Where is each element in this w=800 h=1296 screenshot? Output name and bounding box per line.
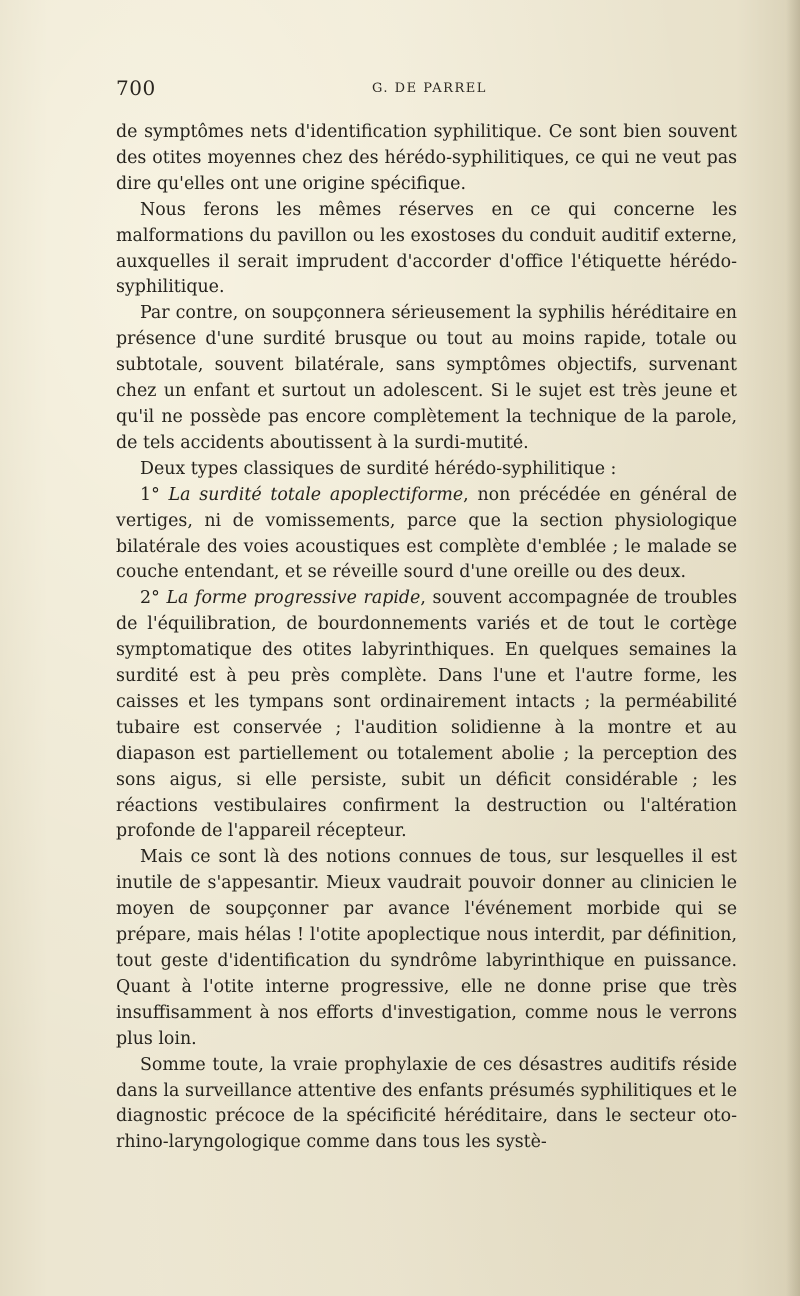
paragraph-2: Nous ferons les mêmes réserves en ce qui concerne les malformations du pavillon ou les exostoses du conduit auditif externe, auxquelles il serait imprudent d'accorder d'office l'étiquette hérédo-syphilitique. [116, 199, 737, 298]
page-edge-shadow [786, 0, 800, 1296]
paragraph-7: Mais ce sont là des notions connues de tous, sur lesquelles il est inutile de s'appesantir. Mieux vaudrait pouvoir donner au clinicien le moyen de soupçonner par avance l'événement morbide qui se prépare, mais hélas ! l'otite apoplectique nous interdit, par définition, tout geste d'identification du syndrôme labyrinthique en puissance. Quant à l'otite interne progressive, elle ne donne prise que très insuffisamment à nos efforts d'investigation, comme nous le verrons plus loin. [116, 847, 737, 1049]
paragraph-6-text: , souvent accompagnée de troubles de l'équilibration, de bourdonnements variés et de tout le cortège symptomatique des otites labyrinthiques. En quelques semaines la surdité est à peu près complète. Dans l'une et l'autre forme, les caisses et les tympans sont ordinairement intacts ; la perméabilité tubaire est conservée ; l'audition solidienne à la montre et au diapason est partiellement ou totalement abolie ; la perception des sons aigus, si elle persiste, subit un déficit considérable ; les réactions vestibulaires confirment la destruction ou l'altération profonde de l'appareil récepteur. [116, 588, 738, 842]
list-marker-1: 1° [140, 484, 169, 505]
italic-term-1: La surdité totale apoplectiforme [168, 484, 464, 505]
paragraph-1: de symptômes nets d'identification syphilitique. Ce sont bien souvent des otites moyennes chez des hérédo-syphilitiques, ce qui ne veut pas dire qu'elles ont une origine spécifique. [116, 122, 737, 194]
paragraph-5 [116, 483, 737, 587]
page-header [116, 76, 737, 106]
paragraph-4: Deux types classiques de surdité hérédo-syphilitique : [140, 458, 617, 479]
paragraph-6 [116, 586, 737, 845]
running-head: G. DE PARREL [372, 81, 487, 96]
paragraph-5-text: , non précédée en général de vertiges, ni de vomissements, parce que la section physiologique bilatérale des voies acoustiques est complète d'emblée ; le malade se couche entendant, et se réveille sourd d'une oreille ou des deux. [116, 484, 737, 583]
italic-term-2: La forme progressive rapide [166, 588, 421, 609]
page-number: 700 [116, 76, 156, 100]
paragraph-3: Par contre, on soupçonnera sérieusement la syphilis héréditaire en présence d'une surdité brusque ou tout au moins rapide, totale ou subtotale, souvent bilatérale, sans symptômes objectifs, survenant chez un enfant et surtout un adolescent. Si le sujet est très jeune et qu'il ne possède pas encore complètement la technique de la parole, de tels accidents aboutissent à la surdi-mutité. [116, 303, 737, 453]
paragraph-8: Somme toute, la vraie prophylaxie de ces désastres auditifs réside dans la surveillance attentive des enfants présumés syphilitiques et le diagnostic précoce de la spécificité héréditaire, dans le secteur oto-rhino-laryngologique comme dans tous les systè- [116, 1054, 737, 1153]
list-marker-2: 2° [140, 588, 167, 609]
body-text [116, 120, 737, 1156]
